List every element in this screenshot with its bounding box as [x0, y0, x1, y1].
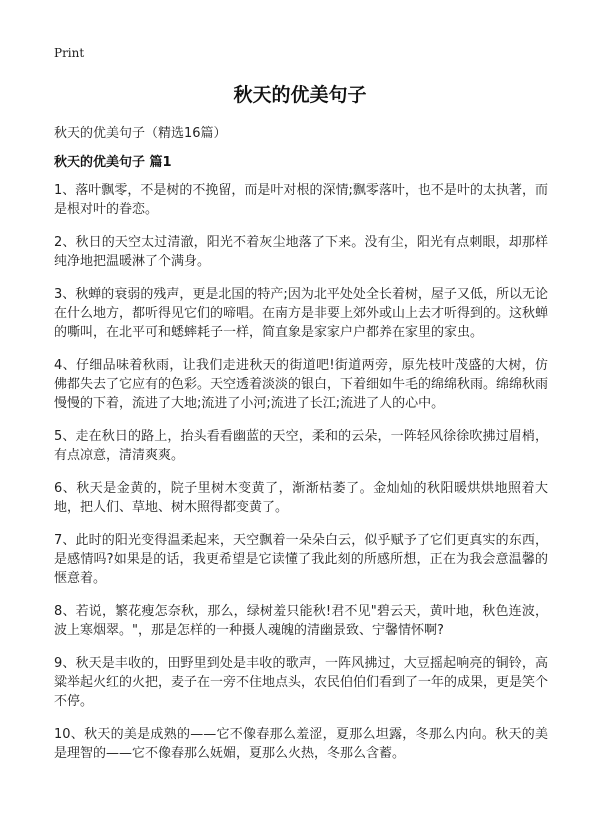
paragraph-list: [54, 181, 548, 777]
paragraph: 3、秋蝉的衰弱的残声，更是北国的特产;因为北平处处全长着树，屋子又低，所以无论在什么地方，都听得见它们的啼唱。在南方是非要上郊外或山上去才听得到的。这秋蝉的嘶叫，在北平可和蟋蟀耗子一样，简直象是家家户户都养在家里的家虫。: [54, 287, 549, 340]
paragraph: 9、秋天是丰收的，田野里到处是丰收的歌声，一阵风拂过，大豆摇起响亮的铜铃，高粱举起火红的火把，麦子在一旁不住地点头，农民伯伯们看到了一年的成果，更是笑个不停。: [54, 656, 549, 709]
paragraph: 1、落叶飘零，不是树的不挽留，而是叶对根的深情;飘零落叶，也不是叶的太执著，而是根对叶的眷恋。: [54, 183, 548, 217]
page-title: 秋天的优美句子: [233, 84, 367, 106]
paragraph: 5、走在秋日的路上，抬头看看幽蓝的天空，柔和的云朵，一阵轻风徐徐吹拂过眉梢，有点凉意，清清爽爽。: [54, 429, 548, 463]
paragraph: 6、秋天是金黄的，院子里树木变黄了，渐渐枯萎了。金灿灿的秋阳暖烘烘地照着大地，把人们、草地、树木照得都变黄了。: [54, 481, 548, 515]
paragraph: 7、此时的阳光变得温柔起来，天空飘着一朵朵白云，似乎赋予了它们更真实的东西，是感情吗?如果是的话，我更希望是它读懂了我此刻的所感所想，正在为我会意温馨的惬意着。: [54, 533, 548, 586]
print-link[interactable]: Print: [54, 46, 85, 60]
paragraph: 10、秋天的美是成熟的——它不像春那么羞涩，夏那么坦露，冬那么内向。秋天的美是理智的——它不像春那么妩媚，夏那么火热，冬那么含蓄。: [54, 727, 548, 761]
paragraph: 2、秋日的天空太过清澈，阳光不着灰尘地落了下来。没有尘，阳光有点刺眼，却那样纯净地把温暖淋了个满身。: [54, 235, 548, 269]
document-subtitle: 秋天的优美句子（精选16篇）: [54, 126, 227, 141]
paragraph: 4、仔细品味着秋雨，让我们走进秋天的街道吧!街道两旁，原先枝叶茂盛的大树，仿佛都失去了它应有的色彩。天空透着淡淡的银白，下着细如牛毛的绵绵秋雨。绵绵秋雨慢慢的下着，流进了大地;流进了小河;流进了长江;流进了人的心中。: [54, 358, 549, 411]
paragraph: 8、若说，繁花瘦怎奈秋，那么，绿树羞只能秋!君不见"碧云天，黄叶地，秋色连波，波上寒烟翠。"，那是怎样的一种摄人魂魄的清幽景致、宁馨情怀啊?: [54, 604, 548, 638]
section-heading: 秋天的优美句子 篇1: [54, 155, 172, 170]
